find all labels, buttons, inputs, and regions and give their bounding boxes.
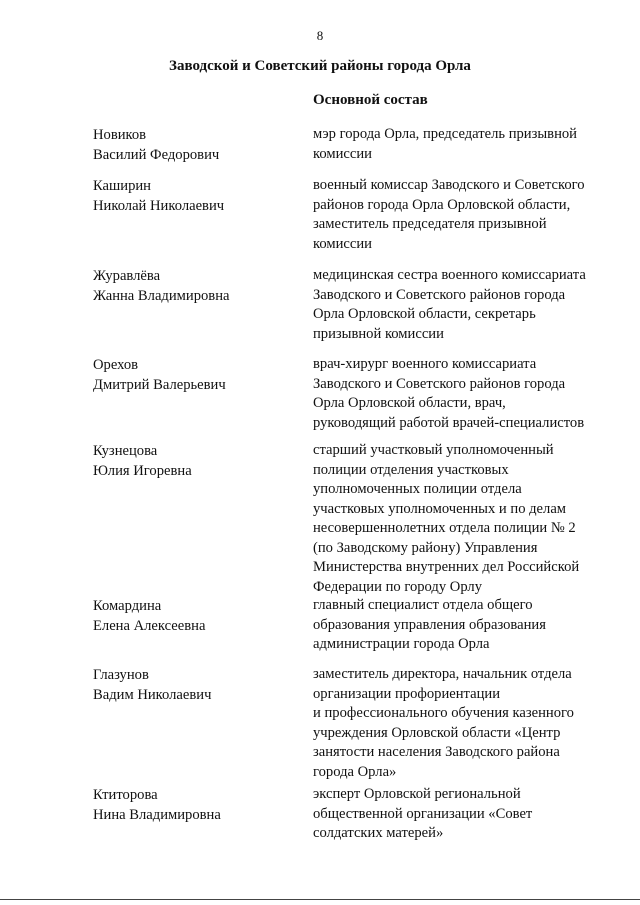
role-line: комиссии xyxy=(313,145,372,162)
role-line: Министерства внутренних дел Российской xyxy=(313,559,580,575)
member-role xyxy=(313,665,603,782)
role-line: районов города Орла Орловской области, xyxy=(313,196,571,213)
role-line: города Орла» xyxy=(313,763,397,780)
role-line: главный специалист отдела общего xyxy=(313,597,533,613)
role-line: общественной организации «Совет xyxy=(313,805,533,822)
role-line: руководящий работой врачей-специалистов xyxy=(313,414,585,431)
member-role xyxy=(313,596,603,655)
page-title: Заводской и Советский районы города Орла xyxy=(169,58,471,74)
member-given-names: Дмитрий Валерьевич xyxy=(93,377,226,393)
role-line: учреждения Орловской области «Центр xyxy=(313,724,561,741)
member-surname: Ктиторова xyxy=(93,787,158,803)
member-given-names: Юлия Игоревна xyxy=(93,463,192,479)
member-surname: Кузнецова xyxy=(93,443,158,459)
member-name xyxy=(93,441,293,481)
role-line: полиции отделения участковых xyxy=(313,461,509,478)
member-name xyxy=(93,266,293,306)
member-surname: Каширин xyxy=(93,178,151,194)
role-line: заместитель директора, начальник отдела xyxy=(313,666,572,682)
role-line: Орла Орловской области, секретарь xyxy=(313,306,536,322)
member-surname: Орехов xyxy=(93,357,139,373)
member-role xyxy=(313,125,603,164)
role-line: военный комиссар Заводского и Советского xyxy=(313,177,585,193)
member-given-names: Елена Алексеевна xyxy=(93,618,206,634)
member-name xyxy=(93,785,293,825)
role-line: (по Заводскому району) Управления xyxy=(313,539,538,556)
member-role xyxy=(313,785,603,844)
member-given-names: Николай Николаевич xyxy=(93,198,225,214)
member-role xyxy=(313,441,603,597)
role-line: администрации города Орла xyxy=(313,636,490,652)
role-line: комиссии xyxy=(313,235,372,252)
member-surname: Журавлёва xyxy=(93,268,161,284)
role-line: мэр города Орла, председатель призывной xyxy=(313,126,577,142)
role-line: образования управления образования xyxy=(313,616,546,633)
role-line: эксперт Орловской региональной xyxy=(313,786,521,802)
member-surname: Комардина xyxy=(93,598,162,614)
member-role xyxy=(313,176,603,254)
role-line: и профессионального обучения казенного xyxy=(313,705,574,721)
member-name xyxy=(93,665,293,705)
member-given-names: Василий Федорович xyxy=(93,147,220,163)
member-role xyxy=(313,355,603,433)
member-name xyxy=(93,176,293,216)
role-line: старший участковый уполномоченный xyxy=(313,442,554,458)
member-given-names: Жанна Владимировна xyxy=(93,288,230,304)
member-given-names: Вадим Николаевич xyxy=(93,687,212,703)
member-given-names: Нина Владимировна xyxy=(93,807,221,823)
role-line: медицинская сестра военного комиссариата xyxy=(313,267,586,283)
role-line: несовершеннолетних отдела полиции № 2 xyxy=(313,520,576,536)
member-name xyxy=(93,355,293,395)
role-line: организации профориентации xyxy=(313,685,501,702)
role-line: уполномоченных полиции отдела xyxy=(313,481,522,497)
page-number: 8 xyxy=(316,28,324,43)
role-line: Заводского и Советского районов города xyxy=(313,286,566,303)
role-line: Заводского и Советского районов города xyxy=(313,375,566,392)
role-line: солдатских матерей» xyxy=(313,825,444,841)
role-line: призывной комиссии xyxy=(313,325,444,342)
role-line: заместитель председателя призывной xyxy=(313,216,547,232)
role-line: занятости населения Заводского района xyxy=(313,744,560,760)
member-role xyxy=(313,266,603,344)
member-surname: Глазунов xyxy=(93,667,149,683)
page-bottom-rule xyxy=(0,899,640,900)
member-name xyxy=(93,596,293,636)
role-line: врач-хирург военного комиссариата xyxy=(313,356,537,372)
section-subtitle: Основной состав xyxy=(313,92,428,108)
role-line: Федерации по городу Орлу xyxy=(313,578,483,595)
member-name xyxy=(93,125,293,165)
member-surname: Новиков xyxy=(93,127,147,143)
role-line: Орла Орловской области, врач, xyxy=(313,395,506,411)
role-line: участковых уполномоченных и по делам xyxy=(313,500,567,517)
